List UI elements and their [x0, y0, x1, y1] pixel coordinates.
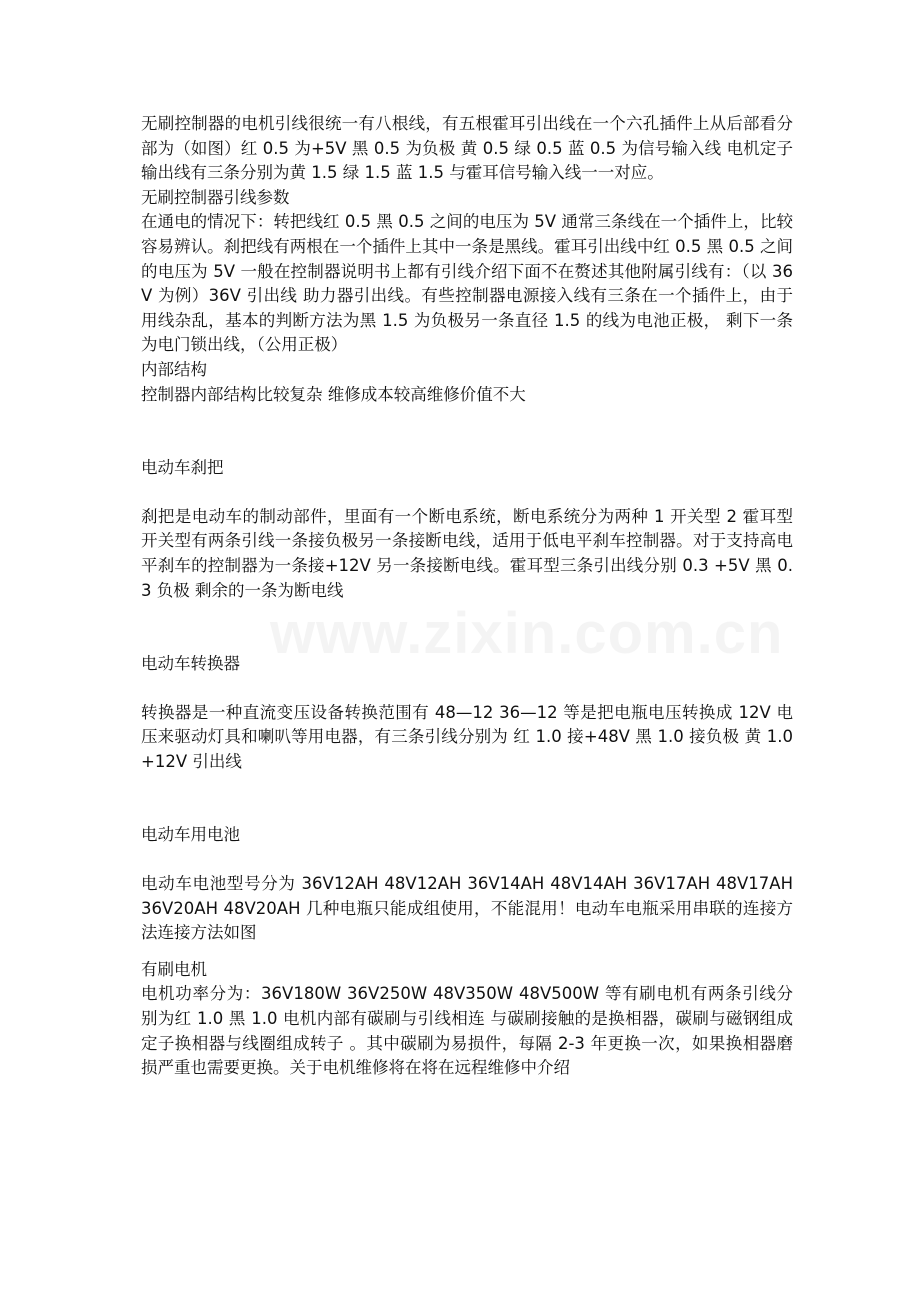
- heading-converter: 电动车转换器: [141, 654, 240, 674]
- intro-paragraph: 无刷控制器的电机引线很统一有八根线，有五根霍耳引出线在一个六孔插件上从后部看分部为（如图）红 0.5 为+5V 黑 0.5 为负极 黄 0.5 绿 0.5 蓝 0.5 为信号输入线 电机定子输出线有三条分别为黄 1.5 绿 1.5 蓝 1.5 与霍耳信号输入线一一对应。: [141, 114, 793, 183]
- heading-internal-structure: 内部结构: [141, 359, 207, 379]
- brushed-motor-paragraph: 电机功率分为：36V180W 36V250W 48V350W 48V500W 等有刷电机有两条引线分别为红 1.0 黑 1.0 电机内部有碳刷与引线相连 与碳刷接触的是换相器，碳刷与磁钢组成定子换相器与线圈组成转子 。其中碳刷为易损件，每隔 2-3 年更换一次，如果换相器磨损严重也需要更换。关于电机维修将在将在远程维修中介绍: [141, 984, 793, 1078]
- internal-structure-paragraph: 控制器内部结构比较复杂 维修成本较高维修价值不大: [141, 384, 526, 404]
- battery-paragraph: 电动车电池型号分为 36V12AH 48V12AH 36V14AH 48V14AH 36V17AH 48V17AH 36V20AH 48V20AH 几种电瓶只能成组使用，不能混用！电动车电瓶采用串联的连接方法连接方法如图: [141, 874, 793, 943]
- heading-brake-lever: 电动车刹把: [141, 458, 224, 478]
- heading-lead-params: 无刷控制器引线参数: [141, 187, 290, 207]
- lead-params-paragraph: 在通电的情况下：转把线红 0.5 黑 0.5 之间的电压为 5V 通常三条线在一个插件上，比较容易辨认。刹把线有两根在一个插件上其中一条是黑线。霍耳引出线中红 0.5 黑 0.5 之间的电压为 5V 一般在控制器说明书上都有引线介绍下面不在赘述其他附属引线有：（以 36V 为例）36V 引出线 助力器引出线。有些控制器电源接入线有三条在一个插件上，由于用线杂乱，基本的判断方法为黑 1.5 为负极另一条直径 1.5 的线为电池正极， 剩下一条为电门锁出线，（公用正极）: [141, 212, 793, 355]
- brake-lever-paragraph: 刹把是电动车的制动部件，里面有一个断电系统，断电系统分为两种 1 开关型 2 霍耳型 开关型有两条引线一条接负极另一条接断电线，适用于低电平刹车控制器。对于支持高电平刹车的控制器为一条接+12V 另一条接断电线。霍耳型三条引出线分别 0.3 +5V 黑 0.3 负极 剩余的一条为断电线: [141, 506, 793, 600]
- document-body: [141, 112, 793, 1081]
- heading-battery: 电动车用电池: [141, 825, 240, 845]
- converter-paragraph: 转换器是一种直流变压设备转换范围有 48—12 36—12 等是把电瓶电压转换成 12V 电压来驱动灯具和喇叭等用电器，有三条引线分别为 红 1.0 接+48V 黑 1.0 接负极 黄 1.0 +12V 引出线: [141, 702, 793, 771]
- heading-brushed-motor: 有刷电机: [141, 959, 207, 979]
